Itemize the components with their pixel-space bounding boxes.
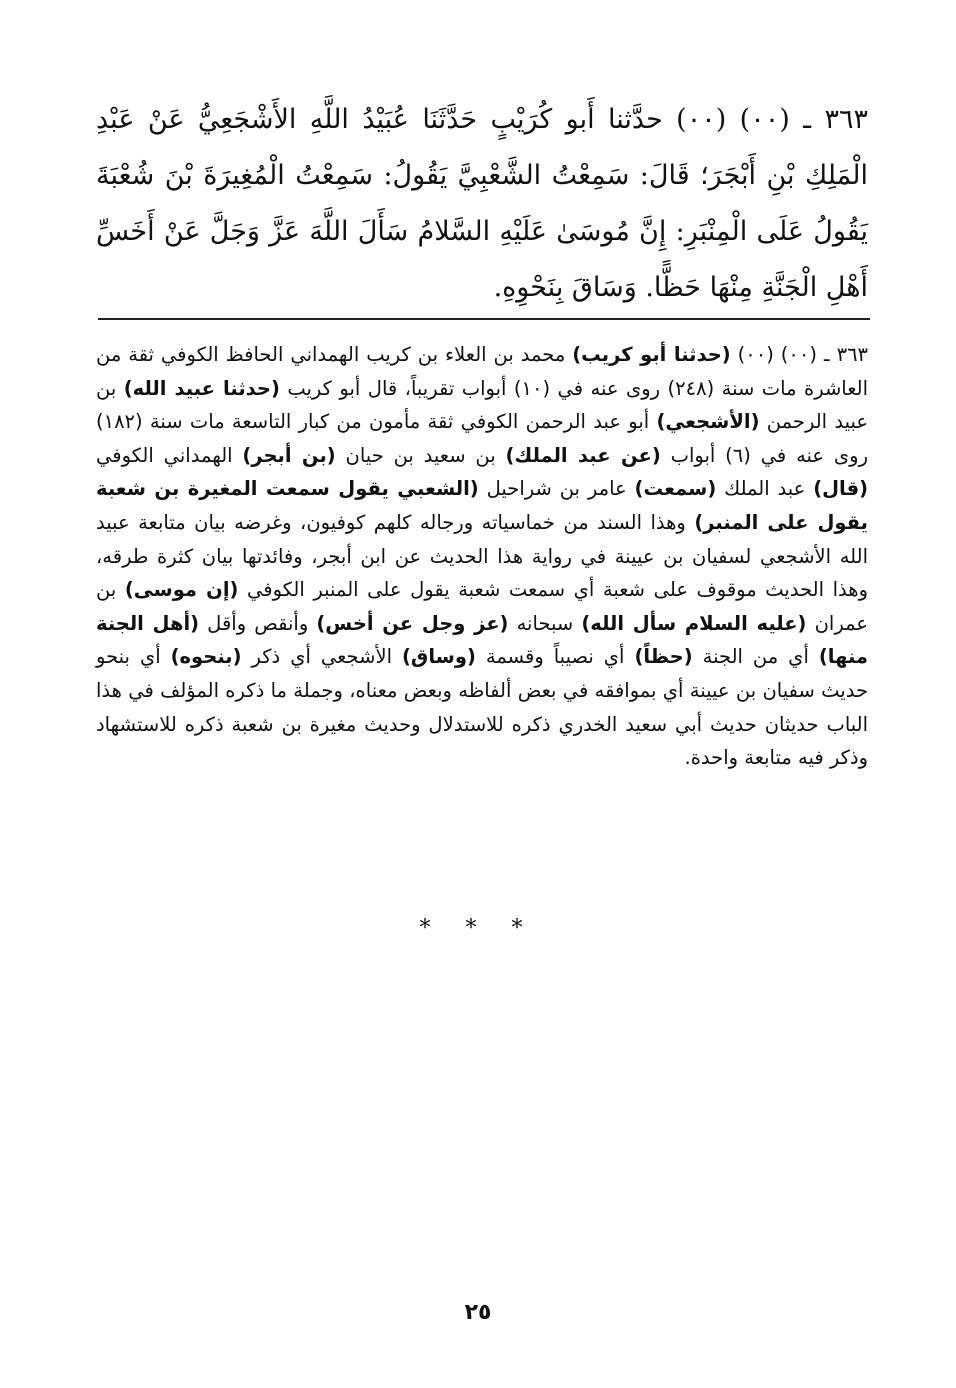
commentary-text: [96, 338, 868, 775]
commentary-plain: محمد بن العلاء بن كريب الهمداني الحافظ الكوفي ثقة من العاشرة مات سنة (٢٤٨) روى عنه في (١٠) أبواب تقريباً، قال أبو كريب: [96, 343, 869, 400]
commentary-bold: (عز وجل عن أخس): [316, 611, 509, 635]
commentary-plain: بن سعيد بن حيان: [335, 443, 506, 467]
commentary-bold: (إن موسى): [124, 578, 239, 602]
commentary-plain: عامر بن شراحيل: [478, 477, 635, 501]
commentary-plain: سبحانه: [508, 611, 582, 635]
commentary-bold: (الشعبي يقول سمعت المغيرة بن شعبة يقول على المنبر): [96, 477, 868, 534]
commentary-plain: بن عبيد الرحمن: [96, 376, 868, 434]
commentary-plain: الأشجعي أي ذكر: [241, 645, 403, 669]
commentary-bold: (عليه السلام سأل الله): [581, 611, 807, 635]
commentary-bold: (بنحوه): [170, 645, 242, 669]
commentary-plain: أي بنحو حديث سفيان بن عيينة أي بموافقه في بعض ألفاظه وبعض معناه، وجملة ما ذكره المؤلف في هذا الباب حديثان حديث أبي سعيد الخدري ذكره للاستدلال وحديث مغيرة بن شعبة ذكره للاستشهاد وذكر فيه متابعة واحدة.: [96, 645, 868, 770]
commentary-plain: الهمداني الكوفي: [96, 443, 243, 467]
commentary-bold: (أهل الجنة منها): [96, 611, 868, 669]
hadith-text: ٣٦٣ ـ (٠٠) (٠٠) حدَّثنا أَبو كُرَيْبٍ حَدَّثَنَا عُبَيْدُ اللَّهِ الأَشْجَعِيُّ عَنْ عَبْدِ الْمَلِكِ بْنِ أَبْجَرَ؛ قَالَ: سَمِعْتُ الشَّعْبِيَّ يَقُولُ: سَمِعْتُ الْمُغِيرَةَ بْنَ شُعْبَةَ يَقُولُ عَلَى الْمِنْبَرِ: إِنَّ مُوسَىٰ عَلَيْهِ السَّلامُ سَأَلَ اللَّهَ عَزَّ وَجَلَّ عَنْ أَخَسِّ أَهْلِ الْجَنَّةِ مِنْهَا حَظًّا. وَسَاقَ بِنَحْوِهِ.: [96, 104, 869, 303]
commentary-plain: عبد الملك: [716, 477, 814, 501]
footnote-divider: [98, 318, 870, 320]
commentary-plain: أي من الجنة: [692, 645, 819, 669]
commentary-bold: (بن أبجر): [242, 443, 336, 467]
commentary-bold: (حدثنا عبيد الله): [123, 376, 280, 400]
commentary-plain: أي نصيباً وقسمة: [475, 645, 635, 669]
commentary-plain: أبو عبد الرحمن الكوفي ثقة مأمون من كبار التاسعة مات سنة (١٨٢) روى عنه في (٦) أبواب: [96, 410, 868, 467]
commentary-bold: (الأشجعي): [656, 410, 760, 434]
commentary-bold: (حظاً): [634, 645, 693, 669]
commentary-plain: وهذا السند من خماسياته ورجاله كلهم كوفيون، وغرضه بيان متابعة عبيد الله الأشجعي لسفيان بن عيينة في رواية هذا الحديث عن ابن أبجر، وفائدتها بيان كثرة طرقه، وهذا الحديث موقوف على شعبة أي سمعت شعبة يقول على المنبر الكوفي: [96, 510, 868, 602]
commentary-plain: بن عمران: [96, 578, 868, 635]
section-separator-stars: * * *: [419, 916, 537, 941]
page-number: ٢٥: [464, 1300, 492, 1325]
commentary-plain: وأنقص وأقل: [199, 611, 317, 635]
commentary-plain: ٣٦٣ ـ (٠٠) (٠٠): [730, 343, 869, 366]
commentary-bold: (حدثنا أبو كريب): [572, 343, 731, 366]
commentary-bold: (سمعت): [634, 477, 717, 501]
commentary-bold: (عن عبد الملك): [505, 443, 661, 467]
commentary-bold: (قال): [813, 477, 869, 501]
commentary-bold: (وساق): [402, 645, 476, 669]
